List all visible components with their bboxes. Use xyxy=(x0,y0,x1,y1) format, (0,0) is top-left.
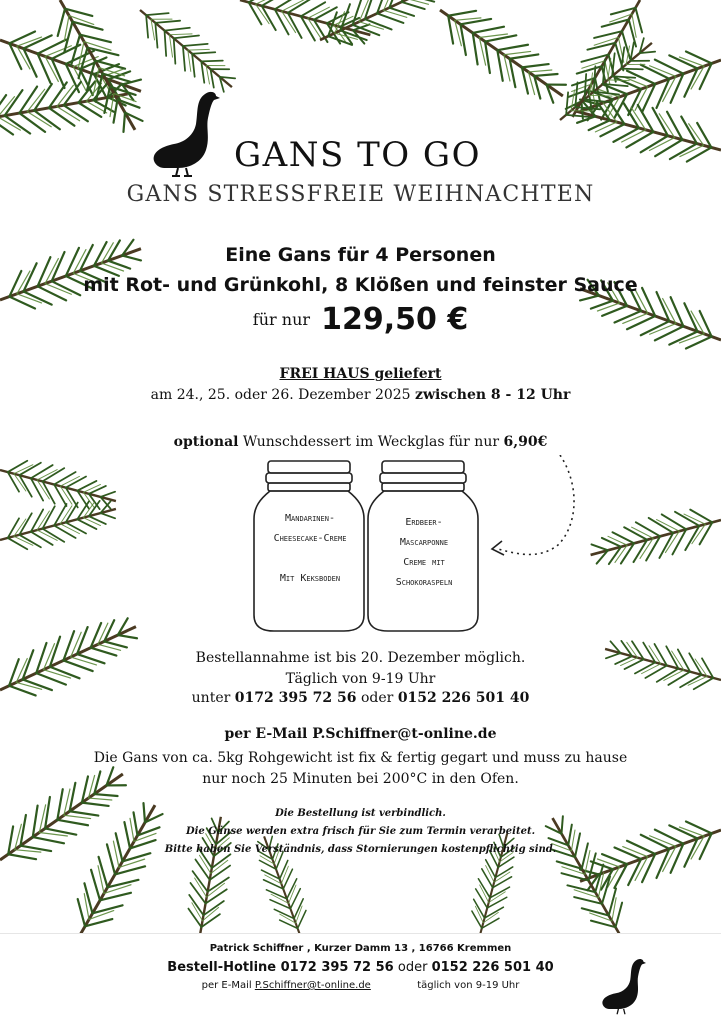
goose-icon xyxy=(150,88,220,178)
cooking-line-1: Die Gans von ca. 5kg Rohgewicht ist fix & fertig gegart und muss zu hause xyxy=(93,750,628,766)
dessert-optional: optional xyxy=(173,434,239,450)
jar-2-label: Erdbeer- Mascarponne Creme mit Schokoraspeln xyxy=(395,517,453,588)
offer-line-2: mit Rot- und Grünkohl, 8 Klößen und feinster Sauce xyxy=(83,274,638,296)
delivery-days: am 24., 25. oder 26. Dezember 2025 xyxy=(150,387,411,403)
order-deadline: Bestellannahme ist bis 20. Dezember möglich. xyxy=(195,650,526,666)
order-phones xyxy=(0,690,721,706)
terms-line-1: Die Bestellung ist verbindlich. xyxy=(275,808,446,819)
phone-1[interactable]: 0172 395 72 56 xyxy=(234,690,357,706)
terms-line-2: Die Gänse werden extra frisch für Sie zum Termin verarbeitet. xyxy=(185,826,536,837)
order-email[interactable]: per E-Mail P.Schiffner@t-online.de xyxy=(224,726,497,742)
cooking-line-2: nur noch 25 Minuten bei 200°C in den Ofen. xyxy=(202,771,519,787)
price-value: 129,50 € xyxy=(321,302,469,337)
footer-email-link[interactable]: P.Schiffner@t-online.de xyxy=(254,980,371,991)
offer-headline xyxy=(0,240,721,300)
cooking-info xyxy=(0,748,721,790)
phone-2[interactable]: 0152 226 501 40 xyxy=(397,690,530,706)
title-row xyxy=(150,88,570,178)
page-subtitle: GANS STRESSFREIE WEIHNACHTEN xyxy=(126,182,595,207)
delivery-dates xyxy=(0,387,721,403)
page-title: GANS TO GO xyxy=(234,135,481,175)
phone-join: oder xyxy=(360,690,394,706)
dessert-line xyxy=(0,434,721,450)
footer-email-prefix: per E-Mail xyxy=(201,980,252,991)
terms xyxy=(0,805,721,859)
jar-1-label: Mandarinen- Cheesecake-Creme Mit Keksboden xyxy=(273,513,347,584)
footer-hotline-join: oder xyxy=(397,960,428,975)
price-line xyxy=(0,302,721,337)
order-info xyxy=(0,648,721,690)
footer-hotline-2[interactable]: 0152 226 501 40 xyxy=(431,960,554,975)
footer-hotline-1[interactable]: Bestell-Hotline 0172 395 72 56 xyxy=(167,960,394,975)
dessert-text: Wunschdessert im Weckglas für nur xyxy=(242,434,500,450)
footer-hours: täglich von 9-19 Uhr xyxy=(417,980,520,991)
arrow-icon xyxy=(492,455,574,555)
dessert-price: 6,90€ xyxy=(503,434,548,450)
phone-prefix: unter xyxy=(191,690,231,706)
terms-line-3: Bitte haben Sie Verständnis, dass Stornierungen kostenpflichtig sind. xyxy=(164,844,557,855)
footer-contact xyxy=(0,980,721,991)
footer-hotline xyxy=(0,960,721,975)
dessert-jars xyxy=(240,455,580,640)
order-hours: Täglich von 9-19 Uhr xyxy=(285,671,436,687)
footer-address: Patrick Schiffner , Kurzer Damm 13 , 16766 Kremmen xyxy=(209,943,512,954)
price-prefix: für nur xyxy=(252,310,311,329)
delivery-headline: FREI HAUS geliefert xyxy=(279,366,442,382)
offer-line-1: Eine Gans für 4 Personen xyxy=(225,244,496,266)
delivery-time: zwischen 8 - 12 Uhr xyxy=(415,387,571,403)
